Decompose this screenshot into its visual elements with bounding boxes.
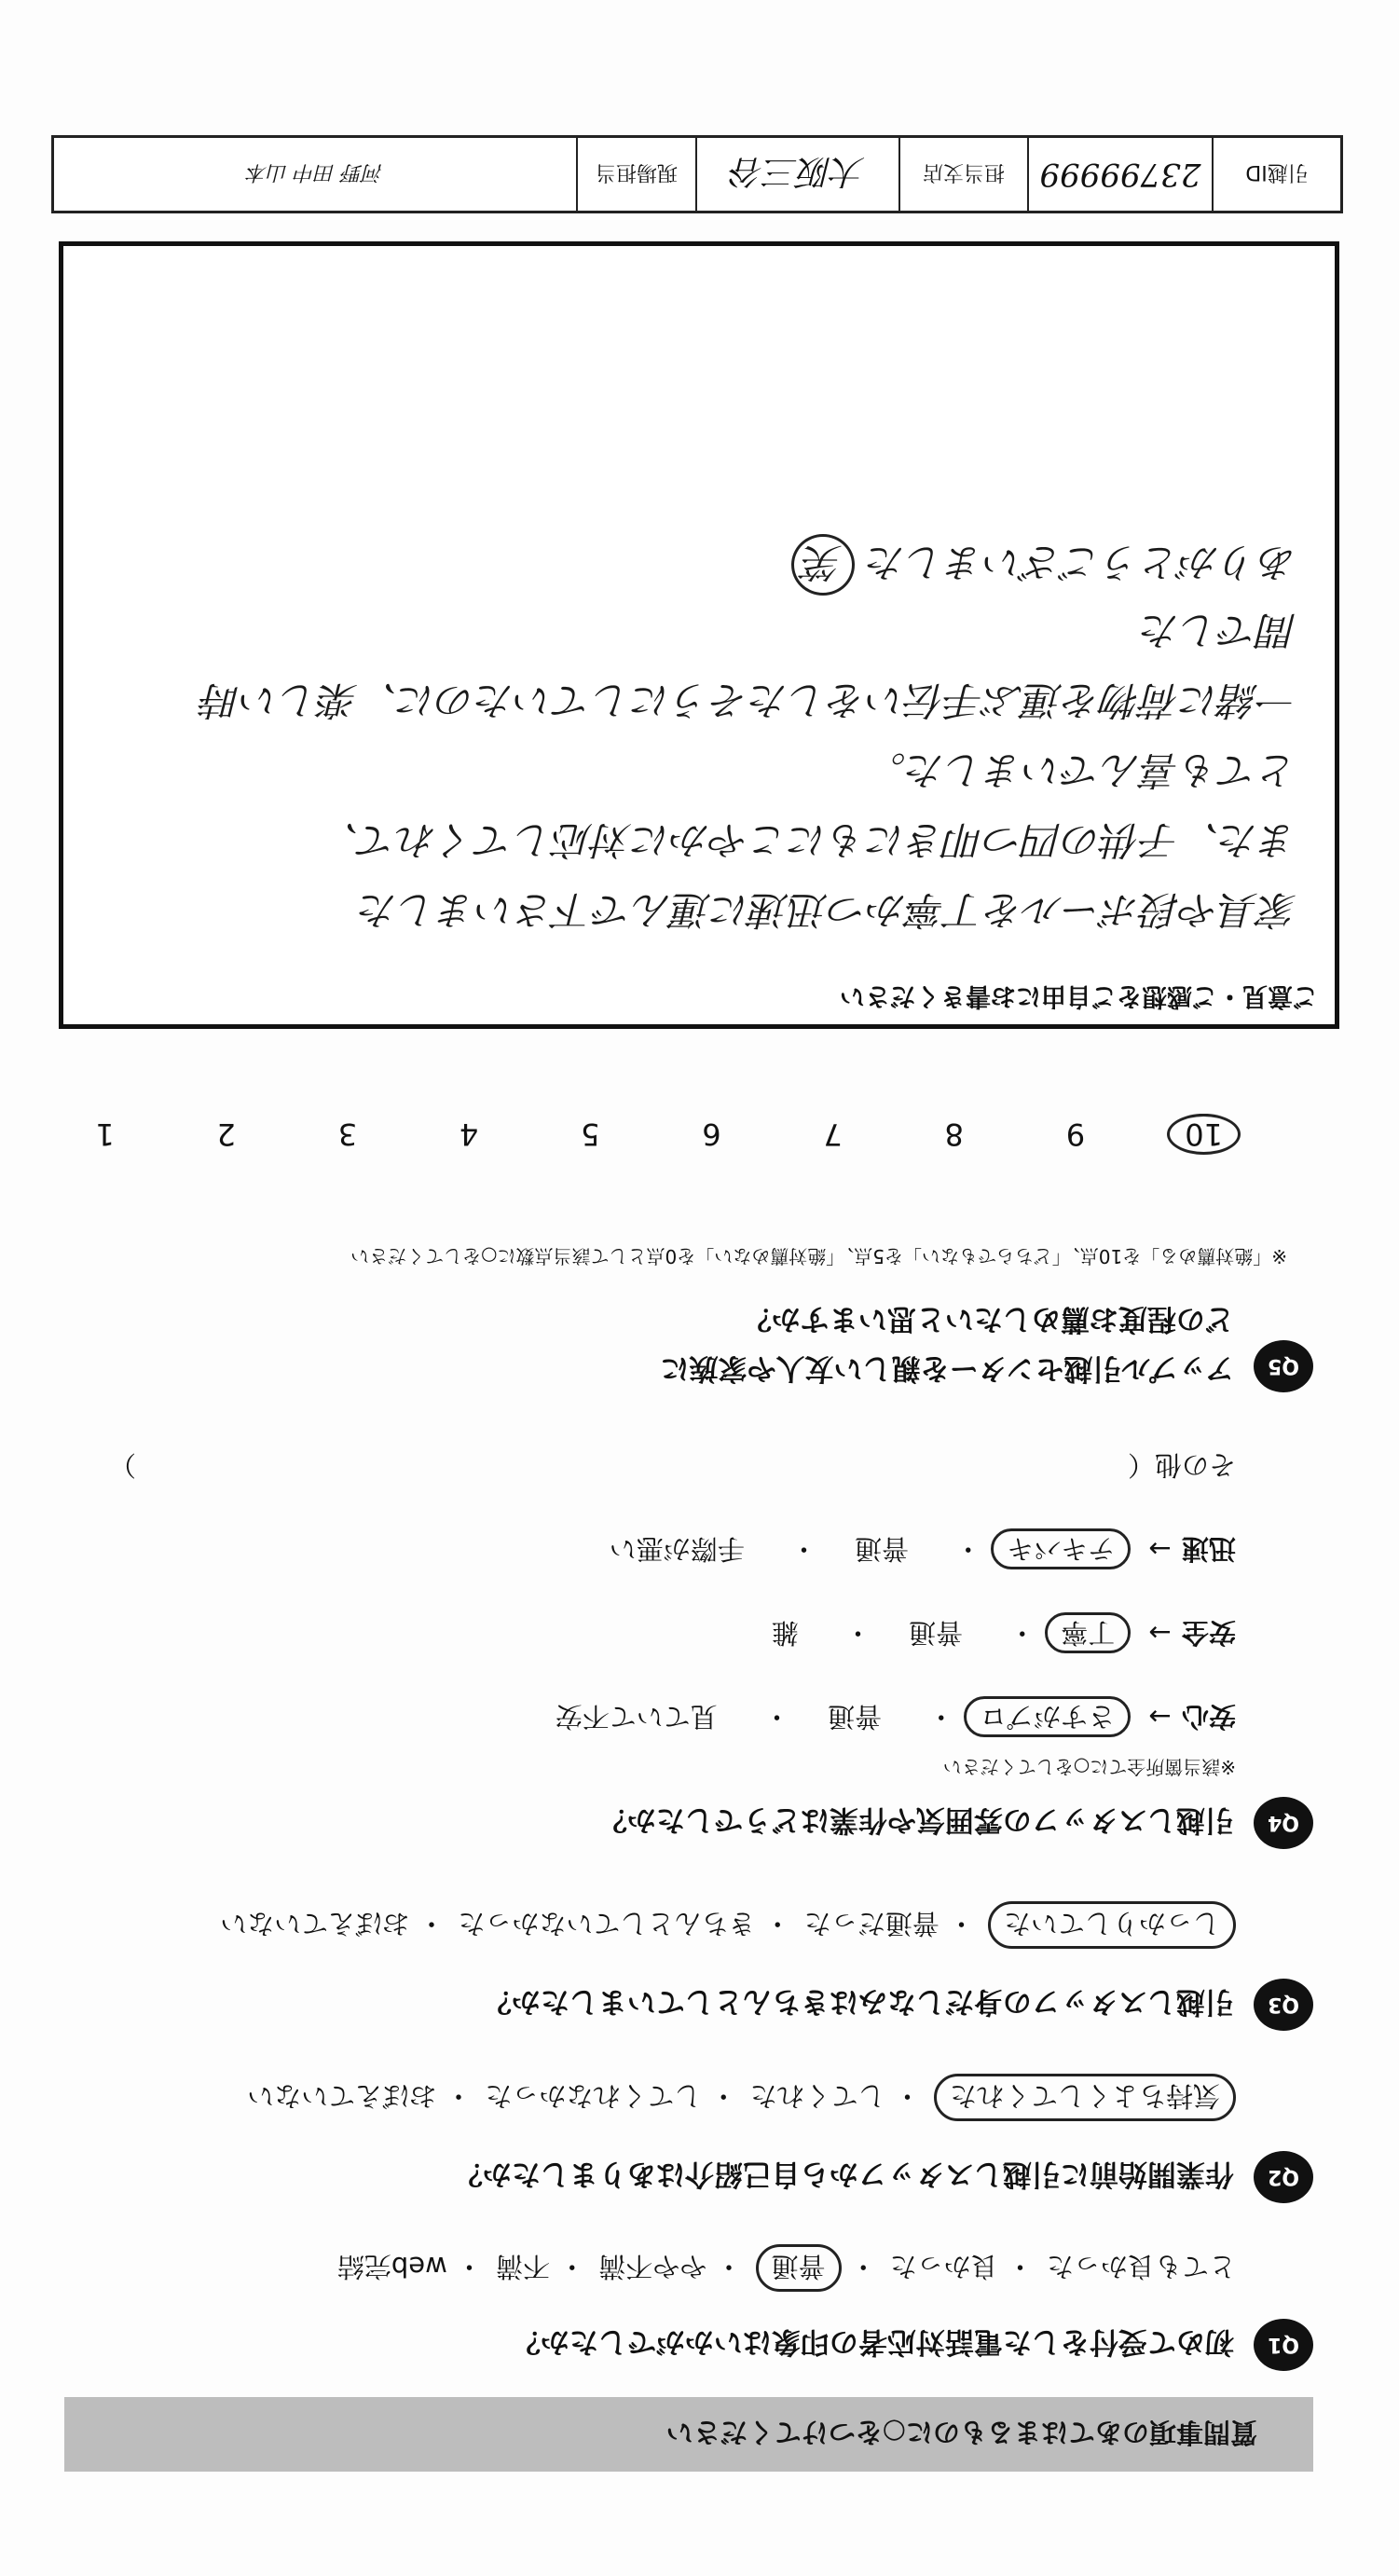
comment-line-text: ありがとうございました [866, 540, 1297, 585]
q5-text-line2: どの程度お薦めしたいと思いますか？ [742, 1302, 1234, 1336]
q5-score[interactable]: 1 [95, 1117, 115, 1152]
id-label: 引越ID [1212, 138, 1340, 211]
smiley-icon: 笑 [791, 534, 855, 596]
q1-badge: Q1 [1254, 2319, 1313, 2371]
q4-note: ※該当箇所全てに○をしてください [942, 1756, 1236, 1778]
comment-line: 一緒に荷物を運ぶ手伝いをしたそうにしていたのに、楽しい時 [200, 678, 1297, 723]
q4-option-selected[interactable]: 丁寧 [1045, 1612, 1131, 1653]
q2-option[interactable]: してくれなかった [485, 2080, 702, 2112]
q1-options: とても良かった・ 良かった・ 普通・ やや不満・ 不満・ web完結 [324, 2244, 1236, 2292]
q4-option[interactable]: 見ていて不安 [555, 1701, 718, 1733]
q5-score[interactable]: 9 [1065, 1117, 1086, 1152]
q3-option[interactable]: 普通だった [803, 1908, 940, 1939]
q4-option[interactable]: 手際が悪い [609, 1533, 745, 1565]
q4-option-selected[interactable]: テキパキ [991, 1528, 1131, 1569]
q4-option[interactable]: 雑 [771, 1617, 799, 1649]
q3-options: しっかりしていた・ 普通だった・ きちんとしていなかった・ おぼえていない [207, 1901, 1236, 1949]
q4-text: 引越しスタッフの雰囲気や作業はどうでしたか？ [597, 1802, 1234, 1837]
comment-caption: ご意見・ご感想をご自由にお書きください [840, 981, 1318, 1010]
branch-label: 担当支店 [898, 138, 1027, 211]
q4-other [24, 1447, 1236, 1486]
header-table [51, 135, 1343, 213]
q1-option[interactable]: 良かった [889, 2251, 998, 2282]
q4-row-anzen: 安全 → 丁寧・ 普通・ 雑 [734, 1615, 1236, 1653]
q4-option[interactable]: 普通 [828, 1701, 883, 1733]
survey-title: 質問事項のあてはまるものに○をつけてください [64, 2397, 1313, 2472]
q5-score[interactable]: 3 [337, 1117, 358, 1152]
q5-score[interactable]: 6 [702, 1117, 721, 1152]
q1-text: 初めて受付をした電話対応者の印象はいかがでしたか？ [511, 2324, 1234, 2359]
q4-option[interactable]: 普通 [855, 1533, 910, 1565]
q3-option-selected[interactable]: しっかりしていた [988, 1901, 1236, 1949]
q2-option[interactable]: おぼえていない [247, 2080, 437, 2112]
q5-note: ※「絶対薦める」を10点、「どちらでもない」を5点、「絶対薦めない」を0点として該当点数に○をしてください [350, 1245, 1287, 1267]
q4-other-close: ） [108, 1449, 136, 1481]
q3-option[interactable]: おぼえていない [220, 1908, 410, 1939]
question-3 [64, 1979, 1313, 2031]
q4-row-anshin: 安心 → さすがプロ・ 普通・ 見ていて不安 [518, 1699, 1236, 1737]
comment-box[interactable] [59, 241, 1339, 1029]
q4-other-label: その他（ [1127, 1449, 1236, 1481]
q1-option[interactable]: とても良かった [1046, 2251, 1236, 2282]
q4-row-jinsoku: 迅速 → テキパキ・ 普通・ 手際が悪い [572, 1531, 1236, 1569]
q1-option[interactable]: 不満 [496, 2251, 551, 2282]
comment-line [791, 534, 1297, 596]
q2-options: 気持ちよくしてくれた・ してくれた・ してくれなかった・ おぼえていない [234, 2074, 1236, 2121]
q1-option[interactable]: web完結 [336, 2251, 447, 2282]
q1-option-selected[interactable]: 普通 [756, 2244, 842, 2292]
q4-row-label: 安心 [1181, 1701, 1236, 1733]
q4-row-label: 迅速 [1181, 1533, 1236, 1565]
comment-line: また、子供の四つ叩きにもにこやかに対応してくれて、 [319, 817, 1297, 863]
q3-badge: Q3 [1254, 1979, 1313, 2031]
q5-score[interactable]: 2 [216, 1117, 236, 1152]
q5-score[interactable]: 7 [823, 1117, 843, 1152]
id-value: 23799999 [1027, 138, 1212, 211]
question-2 [64, 2151, 1313, 2203]
q3-option[interactable]: きちんとしていなかった [458, 1908, 756, 1939]
q5-scale [0, 1114, 1241, 1155]
q1-option[interactable]: やや不満 [598, 2251, 707, 2282]
q4-option[interactable]: 普通 [909, 1617, 964, 1649]
question-1 [64, 2319, 1313, 2371]
comment-line: 間でした [1140, 608, 1297, 653]
q5-score[interactable]: 5 [581, 1117, 600, 1152]
q4-badge: Q4 [1254, 1797, 1313, 1849]
q4-option-selected[interactable]: さすがプロ [964, 1696, 1131, 1737]
comment-line: とても喜んでいました。 [866, 747, 1297, 793]
q3-text: 引越しスタッフの身だしなみはきちんとしていましたか？ [482, 1984, 1234, 2019]
branch-value: 大阪三谷 [695, 138, 898, 211]
q4-row-label: 安全 [1181, 1617, 1236, 1649]
staff-value: 河野 田中 山本 [247, 160, 383, 185]
q2-badge: Q2 [1254, 2151, 1313, 2203]
comment-line: 家具や段ボールを丁寧かつ迅速に運んで下さいました [358, 887, 1297, 933]
q2-option-selected[interactable]: 気持ちよくしてくれた [934, 2074, 1236, 2121]
staff-label: 現場担当 [576, 138, 695, 211]
q2-option[interactable]: してくれた [749, 2080, 885, 2112]
q5-text-line1: アップル引越センターを親しい友人や家族に [660, 1351, 1234, 1385]
q5-score-selected[interactable]: 10 [1167, 1114, 1241, 1155]
q5-badge: Q5 [1254, 1340, 1313, 1392]
question-4 [64, 1797, 1313, 1849]
q2-text: 作業開始前に引越しスタッフから自己紹介はありましたか？ [453, 2157, 1234, 2191]
q5-score[interactable]: 8 [944, 1117, 964, 1152]
question-5 [64, 1301, 1313, 1392]
q5-score[interactable]: 4 [459, 1117, 479, 1152]
